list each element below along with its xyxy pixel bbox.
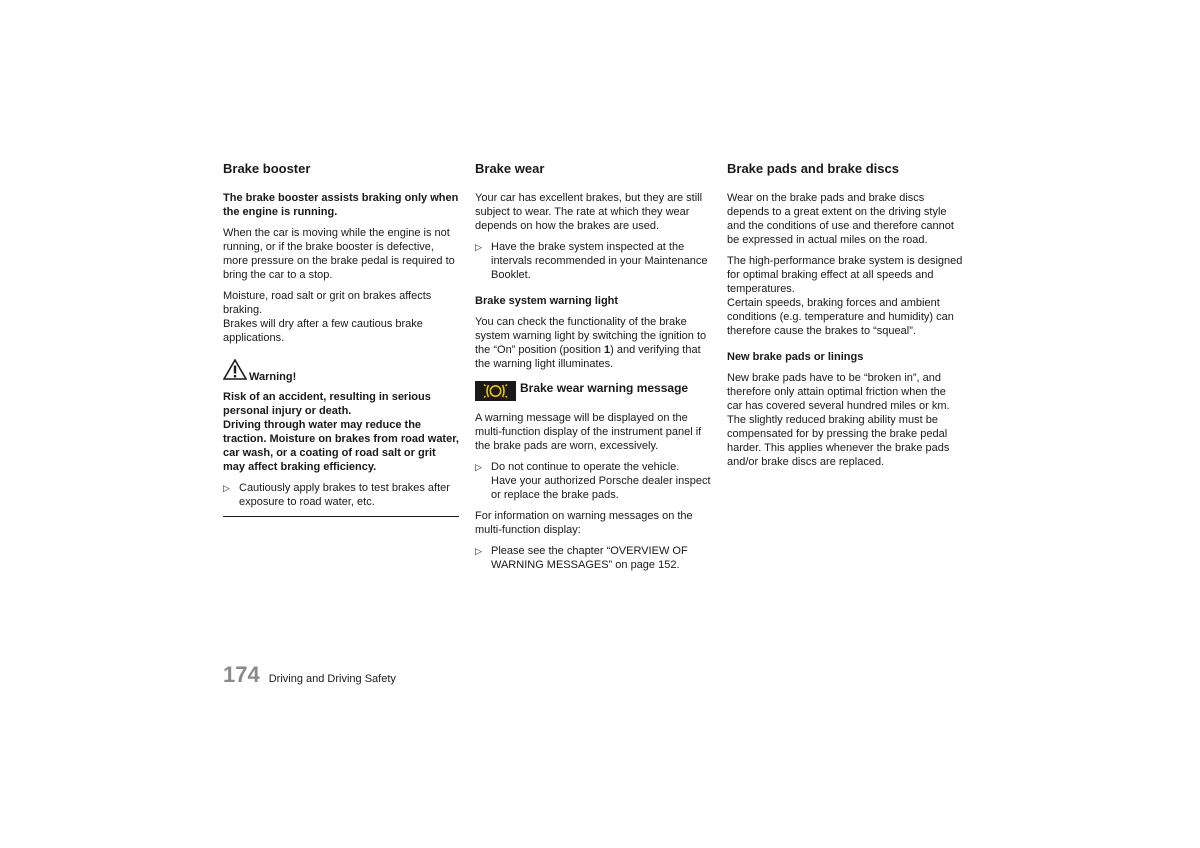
paragraph: A warning message will be displayed on the multi-function display of the instrument panel if the brake pads are worn, excessively. — [475, 412, 702, 452]
page-number: 174 — [223, 662, 260, 687]
paragraph-part: You can check the functionality of the brake system warning light by switching the ignition to the “On” position (position — [475, 316, 707, 356]
paragraph: Your car has excellent brakes, but they are still subject to wear. The rate at which they wear depends on how the brakes are used. — [475, 192, 703, 232]
paragraph: Certain speeds, braking forces and ambient conditions (e.g. temperature and humidity) can therefore cause the brakes to “squeal”. — [727, 297, 954, 337]
section-title-brake-pads: Brake pads and brake discs — [727, 161, 899, 176]
column-brake-pads — [727, 160, 963, 476]
warning-text: Driving through water may reduce the traction. Moisture on brakes from road water, car wash, or a coating of road salt or grit may affect braking efficiency. — [223, 419, 459, 473]
position-number: 1 — [604, 344, 611, 356]
warning-heading — [223, 359, 459, 384]
subheading-new-pads: New brake pads or linings — [727, 351, 864, 363]
page-footer — [223, 662, 396, 688]
paragraph — [475, 315, 711, 371]
paragraph: Moisture, road salt or grit on brakes affects braking. — [223, 290, 432, 316]
bullet-triangle-icon: ▷ — [475, 546, 482, 556]
warning-text: Risk of an accident, resulting in serious personal injury or death. — [223, 391, 431, 417]
column-brake-wear — [475, 160, 711, 579]
bullet-triangle-icon: ▷ — [475, 462, 482, 472]
section-title-brake-wear: Brake wear — [475, 161, 545, 176]
paragraph: The slightly reduced braking ability must be compensated for by pressing the brake pedal harder. This applies whenever the brake pads and/or brake discs are replaced. — [727, 414, 950, 468]
bullet-text: Do not continue to operate the vehicle. — [491, 461, 680, 473]
list-item — [475, 240, 711, 282]
paragraph-part: ) and verifying that the warning light illuminates. — [475, 344, 701, 370]
list-item — [223, 481, 459, 509]
bullet-text: Have your authorized Porsche dealer inspect or replace the brake pads. — [491, 475, 711, 501]
warning-label: Warning! — [249, 371, 297, 383]
column-brake-booster — [223, 160, 459, 517]
warning-message-heading — [475, 381, 711, 401]
intro-bold: The brake booster assists braking only when the engine is running. — [223, 192, 459, 218]
warning-triangle-icon — [223, 359, 247, 384]
list-item — [475, 460, 711, 502]
divider — [223, 516, 459, 517]
section-title-brake-booster: Brake booster — [223, 161, 311, 176]
list-item — [475, 544, 711, 572]
warning-message-title: Brake wear warning message — [520, 381, 689, 395]
bullet-text: Have the brake system inspected at the intervals recommended in your Maintenance Booklet. — [491, 241, 708, 281]
section-name: Driving and Driving Safety — [268, 673, 396, 685]
cross-reference-text: Please see the chapter “OVERVIEW OF WARNING MESSAGES” on page 152. — [491, 545, 688, 571]
paragraph: For information on warning messages on the multi-function display: — [475, 510, 693, 536]
bullet-triangle-icon: ▷ — [475, 242, 482, 252]
bullet-triangle-icon: ▷ — [223, 483, 230, 493]
subheading-warning-light: Brake system warning light — [475, 295, 619, 307]
paragraph: Brakes will dry after a few cautious brake applications. — [223, 318, 423, 344]
brake-wear-warning-icon — [475, 381, 516, 401]
paragraph: When the car is moving while the engine is not running, or if the brake booster is defective, more pressure on the brake pedal is required to bring the car to a stop. — [223, 227, 455, 281]
paragraph: The high-performance brake system is designed for optimal braking effect at all speeds and temperatures. — [727, 255, 963, 295]
paragraph: New brake pads have to be “broken in”, and therefore only attain optimal friction when the car has covered several hundred miles or km. — [727, 372, 950, 412]
paragraph: Wear on the brake pads and brake discs depends to a great extent on the driving style and the conditions of use and therefore cannot be expressed in actual miles on the road. — [727, 192, 954, 246]
bullet-text: Cautiously apply brakes to test brakes after exposure to road water, etc. — [239, 482, 450, 508]
